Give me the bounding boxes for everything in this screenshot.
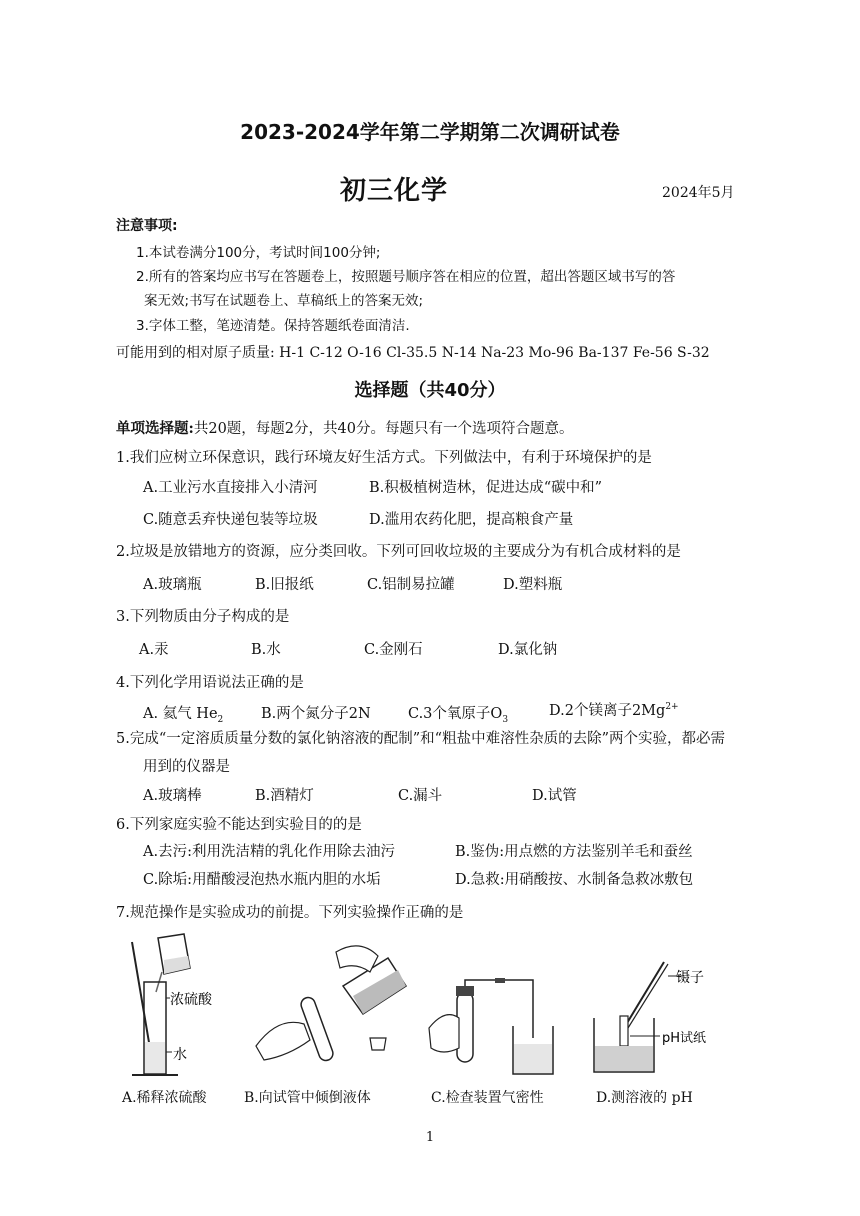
q5-option-c[interactable]: C.漏斗	[398, 788, 443, 804]
delivery-tube	[465, 980, 533, 1038]
hand-left	[256, 1022, 310, 1060]
page-number: 1	[425, 1130, 435, 1145]
q5-option-d[interactable]: D.试管	[532, 788, 577, 804]
q3-stem: 3.下列物质由分子构成的是	[116, 609, 290, 625]
q1-option-c[interactable]: C.随意丢弃快递包装等垃圾	[143, 512, 318, 528]
q6-option-c[interactable]: C.除垢:用醋酸浸泡热水瓶内胆的水垢	[143, 872, 381, 888]
label-acid: 浓硫酸	[170, 992, 212, 1008]
q4-option-a[interactable]: A. 氦气 $He_2$	[143, 706, 224, 725]
q6-option-b[interactable]: B.鉴伪:用点燃的方法鉴别羊毛和蚕丝	[455, 844, 693, 860]
q1-option-d[interactable]: D.滥用农药化肥，提高粮食产量	[369, 512, 574, 528]
bottle-stopper	[370, 1038, 386, 1050]
q3-option-a[interactable]: A.汞	[139, 642, 169, 658]
notice-item-1: 1.本试卷满分100分，考试时间100分钟;	[136, 245, 381, 261]
q7-stem: 7.规范操作是实验成功的前提。下列实验操作正确的是	[116, 905, 464, 921]
label-ph-paper: pH试纸	[662, 1031, 707, 1046]
tweezers	[624, 962, 664, 1028]
section-instruction	[116, 417, 573, 438]
instruction-text: 共20题，每题2分，共40分。每题只有一个选项符合题意。	[193, 421, 574, 437]
q4-option-b[interactable]: B.两个氮分子2N	[261, 706, 371, 722]
ph-paper	[620, 1016, 628, 1046]
q4-stem: 4.下列化学用语说法正确的是	[116, 675, 304, 691]
q1-option-b[interactable]: B.积极植树造林，促进达成“碳中和”	[369, 480, 603, 496]
q4-option-d[interactable]: D.2个镁离子$2Mg^{2+}$	[549, 702, 679, 719]
notice-heading: 注意事项:	[116, 218, 178, 234]
q7-caption-b[interactable]: B.向试管中倾倒液体	[244, 1090, 371, 1106]
q2-option-b[interactable]: B.旧报纸	[255, 577, 314, 593]
notice-item-2-cont: 案无效;书写在试题卷上、草稿纸上的答案无效;	[144, 293, 424, 309]
q7-caption-c[interactable]: C.检查装置气密性	[431, 1090, 544, 1106]
notice-item-2: 2.所有的答案均应书写在答题卷上，按照题号顺序答在相应的位置，超出答题区域书写的答	[136, 269, 676, 285]
q5-option-b[interactable]: B.酒精灯	[255, 788, 314, 804]
q2-stem: 2.垃圾是放错地方的资源，应分类回收。下列可回收垃圾的主要成分为有机合成材料的是	[116, 544, 681, 560]
section-title: 选择题（共40分）	[354, 380, 506, 401]
q2-option-c[interactable]: C.铝制易拉罐	[367, 577, 455, 593]
instruction-label: 单项选择题:	[116, 420, 194, 437]
hand	[429, 1015, 459, 1052]
q2-option-a[interactable]: A.玻璃瓶	[143, 577, 202, 593]
q1-stem: 1.我们应树立环保意识，践行环境友好生活方式。下列做法中，有利于环境保护的是	[116, 450, 652, 466]
atomic-masses: 可能用到的相对原子质量: H-1 C-12 O-16 Cl-35.5 N-14 Na-23 Mo-96 Ba-137 Fe-56 S-32	[116, 345, 710, 361]
q3-option-c[interactable]: C.金刚石	[364, 642, 423, 658]
q7-caption-d[interactable]: D.测溶液的 pH	[596, 1090, 693, 1106]
hand-right	[336, 946, 378, 972]
q4-option-c[interactable]: C.3个氧原子$O_3$	[408, 706, 509, 725]
q6-option-a[interactable]: A.去污:利用洗洁精的乳化作用除去油污	[143, 844, 395, 860]
label-tweezers: 镊子	[676, 970, 704, 986]
q6-option-d[interactable]: D.急救:用硝酸按、水制备急救冰敷包	[455, 872, 694, 888]
figure-a-dilution	[118, 932, 238, 1082]
exam-date: 2024年5月	[662, 185, 735, 201]
q3-option-b[interactable]: B.水	[251, 642, 281, 658]
q7-caption-a[interactable]: A.稀释浓硫酸	[122, 1090, 207, 1106]
q2-option-d[interactable]: D.塑料瓶	[503, 577, 563, 593]
label-water: 水	[173, 1047, 187, 1063]
figure-b-pouring	[248, 938, 418, 1078]
figure-c-airtightness	[425, 978, 575, 1082]
exam-title: 2023-2024学年第二学期第二次调研试卷	[240, 120, 620, 144]
figure-d-ph	[588, 958, 728, 1082]
q5-stem-line1: 5.完成“一定溶质质量分数的氯化钠溶液的配制”和“粗盐中难溶性杂质的去除”两个实验，都必需	[116, 731, 725, 747]
q6-stem: 6.下列家庭实验不能达到实验目的的是	[116, 817, 362, 833]
q1-option-a[interactable]: A.工业污水直接排入小清河	[143, 480, 318, 496]
q3-option-d[interactable]: D.氯化钠	[498, 642, 558, 658]
q5-stem-line2: 用到的仪器是	[143, 759, 230, 775]
notice-item-3: 3.字体工整，笔迹清楚。保持答题纸卷面清洁.	[136, 318, 410, 334]
q5-option-a[interactable]: A.玻璃棒	[143, 788, 202, 804]
subject-title: 初三化学	[340, 176, 449, 206]
